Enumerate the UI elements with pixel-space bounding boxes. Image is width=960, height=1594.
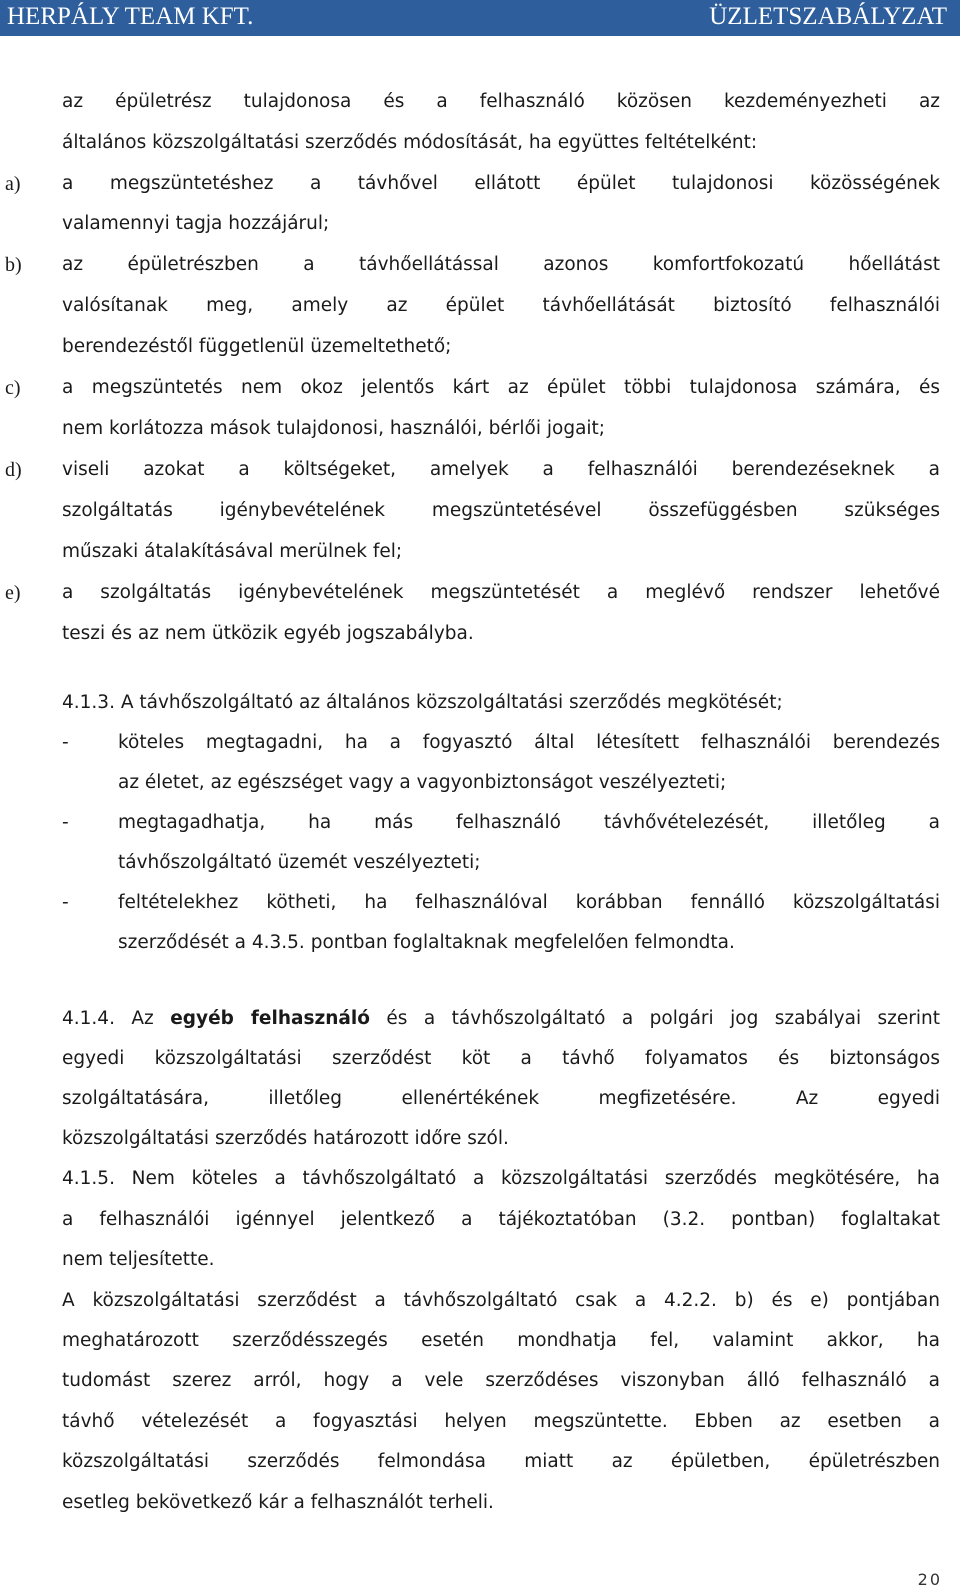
section-4-1-5-heading: 4.1.5. Nem köteles a távhőszolgáltató a közszolgáltatási szerződés megkötésére, ha [62, 1168, 940, 1189]
paragraph-line: tudomást szerez arról, hogy a vele szerződéses viszonyban álló felhasználó a [62, 1370, 940, 1391]
section-line: nem teljesítette. [62, 1249, 215, 1270]
section-line: a felhasználói igénnyel jelentkező a tájékoztatóban (3.2. pontban) foglaltakat [62, 1209, 940, 1230]
list-item-line: berendezéstől függetlenül üzemeltethető; [62, 336, 452, 357]
list-item-line: a megszüntetés nem okoz jelentős kárt az épület többi tulajdonosa számára, és [62, 377, 940, 398]
section-line: szolgáltatására, illetőleg ellenértékének megfizetésére. Az egyedi [62, 1088, 940, 1109]
list-marker: c) [5, 377, 21, 399]
dash-item-line: feltételekhez kötheti, ha felhasználóval korábban fennálló közszolgáltatási [118, 892, 940, 913]
section-line: egyedi közszolgáltatási szerződést köt a távhő folyamatos és biztonságos [62, 1048, 940, 1069]
section-4-1-4-first-line [62, 1004, 940, 1034]
list-item-line: szolgáltatás igénybevételének megszüntetésével összefüggésben szükséges [62, 500, 940, 521]
section-4-1-3-heading: 4.1.3. A távhőszolgáltató az általános közszolgáltatási szerződés megkötését; [62, 692, 783, 713]
list-item-line: valósítanak meg, amely az épület távhőellátását biztosító felhasználói [62, 295, 940, 316]
list-item-line: a megszüntetéshez a távhővel ellátott épület tulajdonosi közösségének [62, 173, 940, 194]
paragraph-line: közszolgáltatási szerződés felmondása miatt az épületben, épületrészben [62, 1451, 940, 1472]
dash-item-line: szerződését a 4.3.5. pontban foglaltaknak megfelelően felmondta. [118, 932, 735, 953]
paragraph-line: meghatározott szerződésszegés esetén mondhatja fel, valamint akkor, ha [62, 1330, 940, 1351]
dash-marker: - [62, 732, 69, 753]
list-marker: b) [5, 254, 22, 276]
list-item-line: viseli azokat a költségeket, amelyek a felhasználói berendezéseknek a [62, 459, 940, 480]
list-marker: e) [5, 582, 21, 604]
intro-line: általános közszolgáltatási szerződés módosítását, ha együttes feltételként: [62, 132, 758, 153]
dash-item-line: megtagadhatja, ha más felhasználó távhővételezését, illetőleg a [118, 812, 940, 833]
dash-item-line: az életet, az egészséget vagy a vagyonbiztonságot veszélyezteti; [118, 772, 727, 793]
dash-marker: - [62, 812, 69, 833]
list-item-line: nem korlátozza mások tulajdonosi, használói, bérlői jogait; [62, 418, 606, 439]
section-number: 4.1.4. [62, 1008, 115, 1029]
paragraph-line: távhő vételezését a fogyasztási helyen megszüntette. Ebben az esetben a [62, 1411, 940, 1432]
list-item-line: valamennyi tagja hozzájárul; [62, 213, 330, 234]
dash-item-line: köteles megtagadni, ha a fogyasztó által létesített felhasználói berendezés [118, 732, 940, 753]
paragraph-line: A közszolgáltatási szerződést a távhőszolgáltató csak a 4.2.2. b) és e) pontjában [62, 1290, 940, 1311]
section-line: közszolgáltatási szerződés határozott időre szól. [62, 1128, 509, 1149]
intro-line: az épületrész tulajdonosa és a felhasználó közösen kezdeményezheti az [62, 91, 940, 112]
dash-marker: - [62, 892, 69, 913]
document-title: ÜZLETSZABÁLYZAT [709, 3, 947, 30]
list-item-line: műszaki átalakításával merülnek fel; [62, 541, 403, 562]
dash-item-line: távhőszolgáltató üzemét veszélyezteti; [118, 852, 481, 873]
list-marker: d) [5, 459, 22, 481]
page-number: 20 [917, 1570, 942, 1589]
list-marker: a) [5, 173, 21, 195]
list-item-line: az épületrészben a távhőellátással azonos komfortfokozatú hőellátást [62, 254, 940, 275]
company-name: HERPÁLY TEAM KFT. [7, 3, 254, 30]
list-item-line: teszi és az nem ütközik egyéb jogszabályba. [62, 623, 474, 644]
defined-term: egyéb felhasználó [170, 1008, 370, 1029]
paragraph-line: esetleg bekövetkező kár a felhasználót terheli. [62, 1492, 494, 1513]
list-item-line: a szolgáltatás igénybevételének megszüntetését a meglévő rendszer lehetővé [62, 582, 940, 603]
text-span: Az [131, 1008, 154, 1029]
text-span: és a távhőszolgáltató a polgári jog szabályai szerint [386, 1008, 940, 1029]
